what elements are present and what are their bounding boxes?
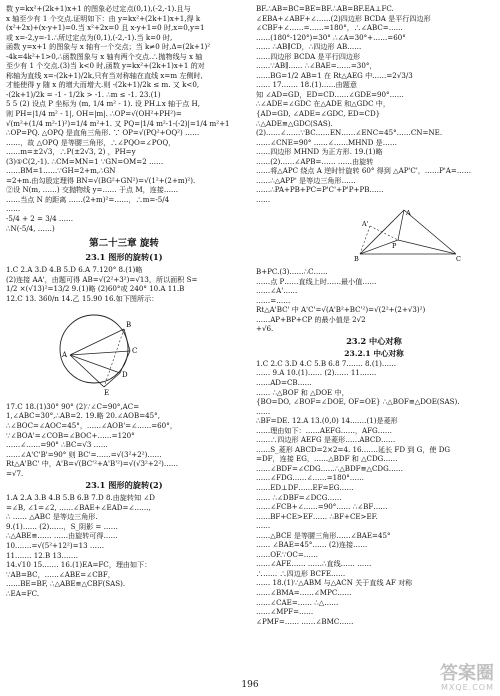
text-line: ∠EBA+∠ABF+∠……(2)四边形 BCDA 是平行四边形 — [256, 13, 431, 23]
text-line: ……∠MPF=…… — [256, 607, 314, 617]
text-line: ……(2)……∠APB=…… ……由旋转 — [256, 156, 374, 166]
left-column — [6, 4, 242, 598]
section-title: 23.1 图形的旋转(2) — [85, 480, 163, 491]
text-line: ∴N(-5/4, ……) — [6, 223, 55, 233]
text-line: ∠CBF+∠……=……=180°，∴∠ABC=…… — [256, 23, 403, 33]
text-line: 数 y=kx²+(2k+1)x+1 的图象必过定点(0,1),(-2,-1).且与 — [6, 4, 191, 13]
text-line: Rt△A'BC' 中，A'B=√(BC'²+A'B'²)=√(√3²+2²)…… — [6, 459, 179, 469]
text-line: 至少有 1 个交点.(3)当 k<0 时,函数 y=kx²+(2k+1)x+1 的对 — [6, 61, 205, 71]
text-line: 称轴为直线 x=-(2k+1)/2k,只有当对称轴在直线 x=m 左侧时, — [6, 70, 203, 80]
text-line: ……∠A'…… — [256, 286, 298, 296]
text-line: …… 18.(1)∵△ABM 与△ACN 关于直线 AF 对称 — [256, 578, 413, 588]
text-line: ……BE=BF, ∴△ABE≌△CBF(SAS). — [6, 579, 126, 589]
figure-label: A — [406, 209, 411, 218]
text-line: B+PC.(3)……∴C…… — [256, 267, 328, 277]
text-line: -5/4 + 2 = 3/4 …… — [6, 214, 74, 224]
text-line: 知 ∠AD=GD，ED=CD……∠GDE=90°…… — [256, 89, 404, 99]
text-line: 1.C 2.A 3.D 4.B 5.D 6.A 7.120° 8.(1)略 — [6, 265, 143, 275]
text-line: 17.C 18.(1)30° 90° (2)∵∠C=90°,AC= — [6, 401, 140, 411]
text-line: ……∠BDF=∠CDG……∴△BDF≌△CDG…… — [256, 463, 403, 473]
text-line: ……当点 N 的距离 ……(2+m)²=……，∴m=-5/4 — [6, 194, 170, 204]
text-line: ∴∠BOC=∠AOC=45°，……∠AOB'=∠……=60°， — [6, 420, 177, 430]
text-line: 1.C 2.C 3.D 4.C 5.B 6.8 7.…… 8.(1)…… — [256, 358, 397, 368]
text-line: ……(180°-120°)=30° ∴∠A=30°+……=60° — [256, 32, 406, 42]
watermark-url: MXQE.COM — [440, 683, 494, 692]
text-line: ……AD=CB…… — [256, 377, 312, 387]
figure-label: B — [354, 255, 359, 263]
text-line: ……∠BMA=……∠MPC…… — [256, 587, 352, 597]
subsection-title: 23.2.1 中心对称 — [344, 348, 404, 358]
text-line: ……∠A'C'B'=90° 则 BC'=……=√(3²+2²)…… — [6, 449, 162, 459]
text-line: -4k=4k²+1>0,∴函数图象与 x 轴有两个交点.∴抛物线与 x 轴 — [6, 51, 203, 61]
text-line: ……△BCE 是等腰三角形……∠BAE=45° — [256, 530, 391, 540]
text-line: BF.∴AB=BC=BE=BF.∴AB=BF.EA⊥FC. — [256, 4, 394, 13]
text-line: ……m=±2√3，∴P(±2√3, 2) ，PH=y — [6, 147, 136, 157]
text-line: x 轴至少有 1 个交点.证明如下：由 y=kx²+(2k+1)x+1,得 k — [6, 13, 201, 23]
page-number: 196 — [241, 680, 259, 690]
text-line: ……理由如下：……AEFG……，AFG…… — [256, 425, 392, 435]
watermark-logo — [440, 665, 494, 692]
text-line: ……∠FDG……∠……=180°…… — [256, 473, 364, 483]
figure-label: A — [62, 351, 68, 360]
figure-label: P — [392, 242, 397, 251]
section-title: 23.1 图形的旋转(1) — [85, 252, 163, 263]
text-line: (x²+2x)+(x-y+1)=0.当 x²+2x=0 且 x-y+1=0 时,x=0,y=1 — [6, 23, 205, 33]
text-line: ∴△ABE≌…… ……由旋转可得…… — [6, 531, 118, 541]
text-line: 函数 y=x+1 的图象与 x 轴有一个交点；当 k≠0 时,Δ=(2k+1)² — [6, 42, 211, 52]
figure-label: C — [132, 347, 138, 356]
text-line: …… ∴AB∥CD，∴四边形 AB…… — [256, 42, 362, 52]
text-line: (3)①C(2,-1). ∴CM=MN=1 ∵GN=OM=2 …… — [6, 156, 164, 166]
figure-label: A' — [362, 220, 369, 229]
text-line: ……∴四边形 AEFG 是菱形……ABCD…… — [256, 435, 396, 445]
text-line: ∴ …… △ABC 是等边三角形. — [6, 512, 98, 522]
text-line: ……BF+CE>EF…… ∴BF+CE>EF. — [256, 511, 378, 521]
figure-label: B — [126, 321, 132, 330]
text-line: ∵∠BOA'=∠COB=∠BOC+……=120° — [6, 430, 135, 440]
figure-label: D — [122, 371, 128, 380]
text-line: Rt△A'BC' 中 A'C'=√(A'B²+BC'²)=√(2²+(2+√3)²) — [256, 305, 426, 315]
text-line: …… ∴∠DBF=∠DCG…… — [256, 492, 342, 502]
text-line: …… ∠BAE=45°…… (2)连接…… — [256, 540, 368, 550]
text-line: ……四边形 MHND 为正方形. 19.(1)略 — [256, 147, 383, 157]
text-line: 9.(1)…… (2)……，S_阴影 = …… — [6, 521, 118, 531]
text-line: 14.√10 15.…… 16.(1)EA=FC，理由如下： — [6, 560, 152, 570]
text-line: 10.……=√(5²+12²)=13 …… — [6, 540, 105, 550]
text-line: ……AP+BP+CP 的最小值是 2√2 — [256, 314, 366, 324]
text-line: 11.…… 12.B 13.…… — [6, 550, 78, 560]
text-line: ∵AB=BC，……∠ABE=∠CBF， — [6, 569, 115, 579]
text-line: (2)连接 AA'，由题可得 AB=√(2²+3²)=√13，所以面积 S= — [6, 274, 198, 284]
text-line: 5 5 (2) 设点 P 坐标为 (m, 1/4 m² - 1). 设 PH⊥x 轴于点 H, — [6, 99, 201, 109]
text-line: ……，故 △OPQ 是等腰三角形，∴∠PQO=∠POQ， — [6, 137, 176, 147]
figure-label: C — [456, 255, 461, 263]
text-line: ……OF.∵OC=…… — [256, 549, 318, 559]
text-line: =DF，连接 EG，……△BDF 和 △CDG…… — [256, 454, 398, 464]
text-line: …… — [256, 521, 271, 531]
text-line: +√6. — [256, 324, 274, 334]
rotation-circle-figure — [46, 305, 242, 400]
text-line: …… 9.A 10.(1)…… (2)…… 11.…… — [256, 368, 377, 378]
chapter-title: 第二十三章 旋转 — [89, 238, 159, 250]
text-line: ∴BF=DE. 12.A 13.(0,0) 14.……(1)是菱形 — [256, 416, 398, 426]
text-line: 或 x=-2,y=-1.∴所过定点为(0,1),(-2,-1).当 k=0 时, — [6, 32, 173, 42]
text-line: …… — [6, 204, 21, 214]
text-line: ∴…… ∴四边形 BCFE…… — [256, 568, 346, 578]
text-line: 1.A 2.A 3.B 4.B 5.B 6.B 7.D 8.由旋转知 ∠D — [6, 493, 155, 503]
text-line: …… 17.…… 18.(1)……由题意 — [256, 80, 357, 90]
text-line: 才能使得 y 随 x 的增大而增大.则 -(2k+1)/2k ≤ m. 又 k<0, — [6, 80, 200, 90]
text-line: ∴△ADE≌△GDC(SAS). — [256, 118, 333, 128]
text-line: …… ∴△BOF 和 △DOE 中， — [256, 387, 349, 397]
right-column — [256, 4, 492, 626]
text-line: ……∠……=90° ∴BC=√3 …… — [6, 440, 108, 450]
text-line: ……∠AFE…… ……∴直线…… …… — [256, 559, 372, 569]
triangle-rotation-figure — [354, 206, 492, 265]
text-line: ……ED⊥DF……EF=EG…… — [256, 482, 354, 492]
text-line: ……BG=1/2 AB=1 在 Rt△AEG 中……=2√3/3 — [256, 70, 413, 80]
text-line: -(2k+1)/2k = -1 - 1/2k > -1. ∴m ≤ -1. 23.(1) — [6, 89, 161, 99]
text-line: {BO=DO, ∠BOF=∠DOE, OF=OE} ∴△BOF≌△DOE(SAS). — [256, 397, 460, 407]
text-line: 则 PH=|1/4 m² - 1|, OH=|m|. ∴OP=√(OH²+PH²)= — [6, 109, 182, 119]
text-line: ……∴△APP' 是等边三角形…… — [256, 175, 356, 185]
text-line: ……S_菱形 ABCD=2×2=4. 16.……延长 FD 到 G，使 DG — [256, 444, 451, 454]
text-line: ……BM=1……∵GH=2+m,∴GN — [6, 166, 116, 176]
text-line: {AD=GD, ∠ADE=∠GDC, ED=CD} — [256, 109, 381, 119]
text-line: √(m²+(1/4 m²-1)²)=1/4 m²+1. 又 PQ=|1/4 m²-1-(-2)|=1/4 m²+1 — [6, 118, 230, 128]
text-line: ∴∠ADE=∠GDC 在△ADE 和△GDC 中， — [256, 99, 390, 109]
text-line: ∴EA=FC. — [6, 588, 40, 598]
figure-label: E — [104, 389, 110, 398]
text-line: ……=…… — [256, 295, 291, 305]
text-line: ……∵AB∥…… ∴∠BAE=……=30°， — [256, 61, 377, 71]
text-line: ……将△APC 绕点 A 逆时针旋转 60° 得到 △AP'C'，……P'A=…… — [256, 166, 472, 176]
text-line: ……∠CAE=…… ∴△…… — [256, 597, 339, 607]
text-line: ……∴PA+PB+PC=P'C'+P'P+PB…… — [256, 185, 384, 195]
text-line: ∴OP=PQ. △OPQ 是直角三角形. ∵ OP=√(PQ²+OQ²) …… — [6, 128, 200, 138]
section-title: 23.2 中心对称 — [346, 335, 402, 346]
text-line: =√7. — [6, 468, 24, 478]
text-line: (2)……∠……∵BC……EN……∠ENC=45°……CN=NE. — [256, 128, 443, 138]
text-line: …… — [256, 194, 271, 204]
text-line: 1,∠ABC=30°,∴AB=2. 19.略 20.∠AOB=45°, — [6, 411, 160, 421]
text-line: 1/2 ×(√13)²=13/2 9.(1)略 (2)60°或 240° 10.A 11.B — [6, 284, 185, 294]
text-line: =2+m.由勾股定理得 BN=√(BG²+GN²)=√(1²+(2+m)²). — [6, 175, 196, 185]
text-line: ……点 P……直线上时……最小值…… — [256, 276, 377, 286]
watermark-text: 答案圈 — [440, 663, 494, 684]
text-line: ……∠CNE=90° ……∠……MHND 是…… — [256, 137, 397, 147]
text-line: ……∠FCB+∠……=90°…… ∴∠BF…… — [256, 502, 388, 512]
text-line: 12.C 13. 360/n 14.乙 15.90 16.如下图所示： — [6, 293, 159, 303]
text-line: =∠B, ∠1=∠2, ……∠BAE+∠EAD=∠……, — [6, 502, 151, 512]
text-line: ……四边形 BCDA 是平行四边形 — [256, 51, 361, 61]
text-line: ②设 N(m, ……) 交抛物线 y=…… 于点 M，连接…… — [6, 185, 179, 195]
text-line: ∠PMF=…… ……∠BMC…… — [256, 616, 354, 626]
text-line: …… — [256, 406, 271, 416]
